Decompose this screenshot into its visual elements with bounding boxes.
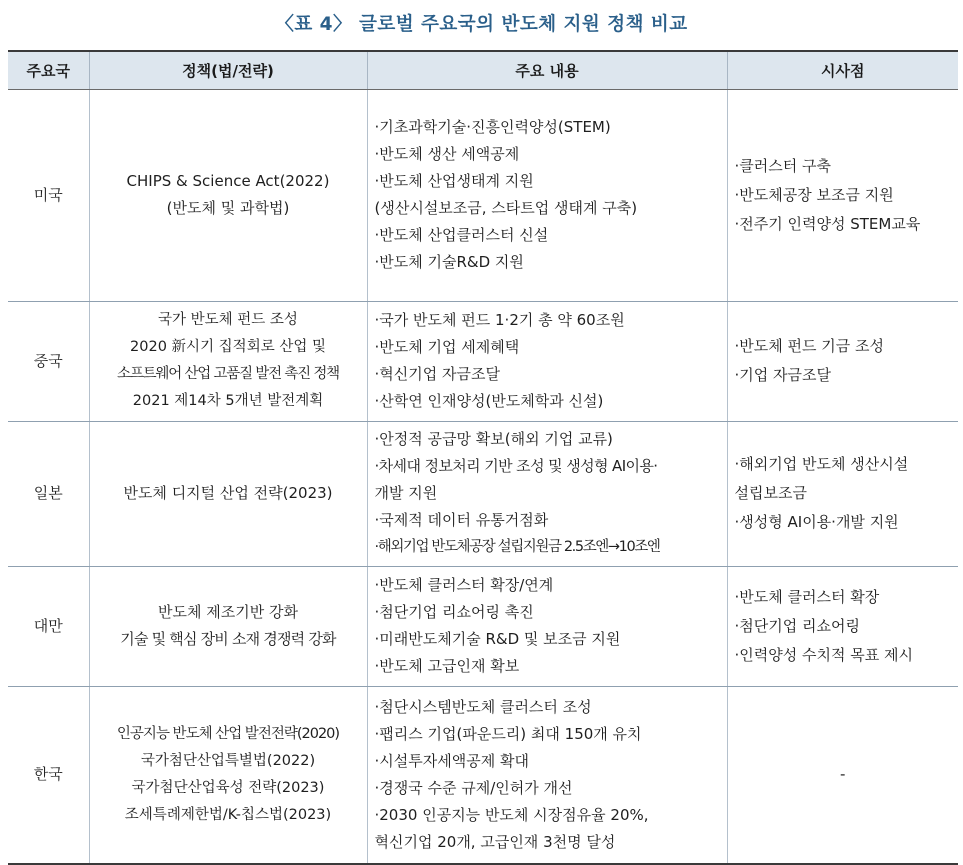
implication-line: -: [840, 765, 846, 784]
content-cell: [367, 301, 727, 421]
implications-cell: [727, 89, 958, 301]
country-cell: 대만: [8, 566, 89, 686]
implication-line: ·해외기업 반도체 생산시설: [734, 455, 909, 473]
table-row: [8, 686, 958, 864]
policy-line: 2021 제14차 5개년 발전계획: [132, 393, 324, 409]
policy-line: 반도체 제조기반 강화: [158, 603, 298, 621]
implication-line: ·반도체 클러스터 확장: [734, 587, 880, 606]
policy-cell: [89, 89, 367, 301]
table-row: [8, 301, 958, 421]
policy-cell: [89, 301, 367, 421]
table-row: [8, 421, 958, 566]
header-content: 주요 내용: [367, 51, 727, 89]
content-line: (생산시설보조금, 스타트업 생태계 구축): [374, 199, 638, 217]
table-row: [8, 89, 958, 301]
implication-line: ·기업 자금조달: [734, 366, 831, 384]
content-line: ·국제적 데이터 유통거점화: [374, 511, 549, 529]
policy-line: 국가 반도체 펀드 조성: [158, 312, 298, 328]
country-cell: 한국: [8, 686, 89, 864]
policy-line: 인공지능 반도체 산업 발전전략(2020): [116, 725, 340, 742]
header-implications: 시사점: [727, 51, 958, 89]
table-title: 〈표 4〉 글로벌 주요국의 반도체 지원 정책 비교: [275, 14, 688, 35]
implications-cell: [727, 421, 958, 566]
implication-line: ·반도체공장 보조금 지원: [734, 185, 894, 204]
policy-line: 국가첨단산업특별법(2022): [140, 752, 316, 769]
content-line: ·반도체 고급인재 확보: [374, 657, 520, 675]
policy-comparison-table: [8, 50, 958, 865]
country-cell: 일본: [8, 421, 89, 566]
policy-line: CHIPS & Science Act(2022): [126, 172, 330, 190]
policy-line: 반도체 디지털 산업 전략(2023): [123, 484, 333, 502]
content-line: ·반도체 기업 세제혜택: [374, 338, 520, 356]
policy-cell: [89, 421, 367, 566]
content-line: ·첨단시스템반도체 클러스터 조성: [374, 697, 592, 716]
policy-cell: [89, 686, 367, 864]
content-line: ·반도체 기술R&D 지원: [374, 253, 524, 271]
implications-cell: [727, 566, 958, 686]
table-row: [8, 566, 958, 686]
content-line: ·안정적 공급망 확보(해외 기업 교류): [374, 430, 613, 448]
implication-line: ·인력양성 수치적 목표 제시: [734, 645, 913, 664]
implication-line: ·첨단기업 리쇼어링: [734, 616, 860, 635]
implications-cell: [727, 301, 958, 421]
content-cell: [367, 89, 727, 301]
policy-cell: [89, 566, 367, 686]
content-line: ·팹리스 기업(파운드리) 최대 150개 유치: [374, 724, 642, 743]
implication-line: ·전주기 인력양성 STEM교육: [734, 214, 921, 233]
implications-cell: [727, 686, 958, 864]
content-line: ·해외기업 반도체공장 설립지원금 2.5조엔→10조엔: [374, 539, 660, 555]
content-line: ·2030 인공지능 반도체 시장점유율 20%,: [374, 805, 649, 824]
policy-line: 국가첨단산업육성 전략(2023): [131, 779, 325, 796]
policy-line: 2020 新시기 집적회로 산업 및: [130, 339, 326, 355]
header-policy: 정책(법/전략): [89, 51, 367, 89]
implication-line: ·클러스터 구축: [734, 156, 831, 175]
content-line: ·반도체 산업생태계 지원: [374, 172, 534, 190]
content-line: ·반도체 생산 세액공제: [374, 145, 520, 163]
policy-line: 소프트웨어 산업 고품질 발전 촉진 정책: [117, 366, 339, 382]
implication-line: ·생성형 AI이용·개발 지원: [734, 513, 899, 531]
content-line: ·기초과학기술·진흥인력양성(STEM): [374, 118, 611, 136]
header-row: [8, 51, 958, 89]
implication-line: ·반도체 펀드 기금 조성: [734, 337, 884, 355]
content-line: ·경쟁국 수준 규제/인허가 개선: [374, 778, 573, 797]
content-line: ·산학연 인재양성(반도체학과 신설): [374, 392, 604, 410]
content-line: ·반도체 산업클러스터 신설: [374, 226, 549, 244]
content-line: ·미래반도체기술 R&D 및 보조금 지원: [374, 630, 621, 648]
content-line: ·혁신기업 자금조달: [374, 365, 500, 383]
country-cell: 미국: [8, 89, 89, 301]
content-line: ·국가 반도체 펀드 1·2기 총 약 60조원: [374, 311, 625, 329]
header-country: 주요국: [8, 51, 89, 89]
content-line: 혁신기업 20개, 고급인재 3천명 달성: [374, 832, 616, 851]
country-cell: 중국: [8, 301, 89, 421]
implication-line: 설립보조금: [734, 484, 807, 502]
content-line: ·반도체 클러스터 확장/연계: [374, 576, 554, 594]
policy-line: (반도체 및 과학법): [166, 199, 290, 217]
policy-line: 조세특례제한법/K-칩스법(2023): [124, 806, 332, 823]
content-cell: [367, 421, 727, 566]
content-cell: [367, 566, 727, 686]
content-line: ·시설투자세액공제 확대: [374, 751, 529, 770]
content-cell: [367, 686, 727, 864]
content-line: 개발 지원: [374, 484, 438, 502]
policy-line: 기술 및 핵심 장비 소재 경쟁력 강화: [120, 630, 336, 648]
content-line: ·첨단기업 리쇼어링 촉진: [374, 603, 534, 621]
content-line: ·차세대 정보처리 기반 조성 및 생성형 AI이용·: [374, 457, 658, 475]
